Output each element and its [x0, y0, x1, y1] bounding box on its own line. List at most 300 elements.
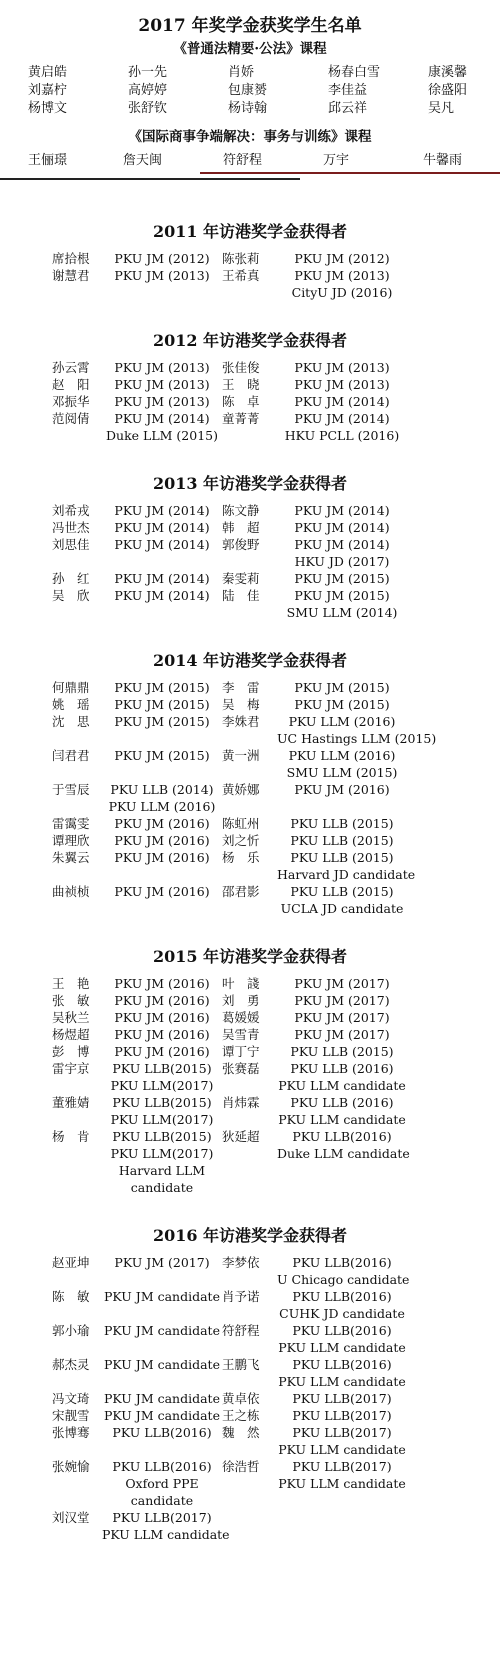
recipient-degree: PKU LLM candidate: [102, 1527, 230, 1542]
recipient-name: [52, 1526, 102, 1543]
recipient-name: 朱翼云: [52, 850, 90, 865]
recipient-degree: PKU LLB(2015): [112, 1129, 212, 1144]
recipient-row: [52, 798, 500, 815]
recipient-degree: PKU LLM (2016): [288, 714, 396, 729]
recipient-degree: PKU JM (2012): [294, 251, 390, 266]
recipient-row: [52, 1043, 500, 1060]
recipient-degree: Duke LLM candidate: [277, 1146, 410, 1161]
recipient-degree: PKU LLB(2016): [112, 1459, 212, 1474]
course1-student-name: 徐盛阳: [428, 83, 468, 98]
recipient-degree: PKU JM (2015): [294, 697, 390, 712]
recipient-name: [52, 866, 102, 883]
recipient-row: [52, 1271, 500, 1288]
recipient-name: 王鹏飞: [222, 1357, 260, 1372]
recipient-degree: PKU JM (2016): [114, 884, 210, 899]
recipient-name: 杨 乐: [222, 850, 260, 865]
course2-student-name: 詹天闽: [123, 153, 163, 168]
recipient-degree: [102, 1271, 222, 1288]
recipient-degree: PKU JM (2016): [114, 1044, 210, 1059]
recipient-name: [52, 1492, 102, 1509]
recipient-degree: PKU JM (2017): [294, 993, 390, 1008]
recipient-name: 黄一洲: [222, 748, 260, 763]
recipient-row: [52, 502, 500, 519]
recipient-name: [222, 1492, 277, 1509]
course2-student-name: 符舒程: [223, 153, 263, 168]
recipient-row: [52, 410, 500, 427]
recipient-name: [222, 1077, 277, 1094]
recipient-degree: [277, 1162, 407, 1179]
recipient-row: [52, 1305, 500, 1322]
recipient-row: [52, 1009, 500, 1026]
recipient-degree: PKU JM (2013): [114, 394, 210, 409]
recipient-degree: [277, 1509, 407, 1526]
recipient-row: [52, 1162, 500, 1179]
recipient-degree: PKU JM (2014): [114, 411, 210, 426]
recipient-degree: candidate: [130, 1180, 194, 1195]
recipient-row: [52, 747, 500, 764]
course2-name-row: [28, 150, 500, 172]
recipient-degree: PKU LLM candidate: [278, 1374, 406, 1389]
recipient-name: 葛媛媛: [222, 1010, 260, 1025]
recipient-name: [52, 604, 102, 621]
recipient-degree: PKU JM (2012): [114, 251, 210, 266]
recipient-row: [52, 1077, 500, 1094]
recipient-name: 李梦依: [222, 1255, 260, 1270]
recipient-degree: [102, 604, 222, 621]
recipient-name: 张赛磊: [222, 1061, 260, 1076]
recipient-degree: PKU JM (2016): [114, 993, 210, 1008]
recipient-degree: PKU JM (2017): [294, 1027, 390, 1042]
recipient-degree: PKU JM candidate: [104, 1357, 220, 1372]
recipient-degree: candidate: [130, 1493, 194, 1508]
recipient-name: 吴 梅: [222, 697, 260, 712]
recipient-degree: PKU LLB (2015): [290, 1044, 394, 1059]
recipient-name: [222, 866, 277, 883]
recipient-row: [52, 1492, 500, 1509]
recipient-name: 孙云霄: [52, 360, 90, 375]
recipient-degree: PKU LLM candidate: [278, 1078, 406, 1093]
recipient-name: [52, 553, 102, 570]
recipient-name: 范阅倩: [52, 411, 90, 426]
recipient-name: [52, 1111, 102, 1128]
recipient-name: [52, 284, 102, 301]
course2-title: 《国际商事争端解决：事务与训练》课程: [128, 129, 372, 145]
recipient-degree: PKU JM (2016): [114, 976, 210, 991]
recipient-row: [52, 1288, 500, 1305]
recipient-degree: [102, 284, 222, 301]
divider-lines: [0, 172, 500, 186]
recipient-degree: PKU JM (2014): [294, 394, 390, 409]
recipient-name: [222, 764, 277, 781]
recipient-degree: PKU JM candidate: [104, 1289, 220, 1304]
course1-name-grid: [28, 64, 500, 118]
recipient-name: 陈文静: [222, 503, 260, 518]
recipient-name: [52, 1475, 102, 1492]
recipient-name: [222, 1441, 277, 1458]
recipient-degree: PKU LLM candidate: [278, 1112, 406, 1127]
recipient-row: [52, 1475, 500, 1492]
recipient-degree: UCLA JD candidate: [280, 901, 404, 916]
recipient-degree: PKU JM candidate: [104, 1391, 220, 1406]
recipient-degree: PKU JM (2015): [294, 571, 390, 586]
recipient-name: 符舒程: [222, 1323, 260, 1338]
recipient-degree: HKU JD (2017): [294, 554, 390, 569]
recipient-degree: PKU LLB (2015): [290, 850, 394, 865]
recipient-name: 陈 卓: [222, 394, 260, 409]
recipient-degree: [102, 553, 222, 570]
recipient-name: [52, 1162, 102, 1179]
recipient-name: [222, 1339, 277, 1356]
recipient-name: 陈张莉: [222, 251, 260, 266]
recipient-name: 徐浩哲: [222, 1459, 260, 1474]
recipient-degree: PKU JM (2014): [114, 588, 210, 603]
recipient-degree: PKU JM (2017): [294, 976, 390, 991]
course1-student-name: 李佳益: [328, 83, 368, 98]
recipient-name: 黄娇娜: [222, 782, 260, 797]
recipient-name: 冯文琦: [52, 1391, 90, 1406]
recipient-name: 王 晓: [222, 377, 260, 392]
recipient-degree: PKU LLM (2016): [108, 799, 216, 814]
recipient-name: [52, 798, 102, 815]
recipient-degree: PKU JM candidate: [104, 1408, 220, 1423]
recipient-row: [52, 1526, 500, 1543]
recipient-degree: Harvard LLM: [118, 1163, 206, 1178]
section-title: 2011 年访港奖学金获得者: [152, 222, 348, 241]
recipient-degree: SMU LLM (2014): [286, 605, 398, 620]
recipient-degree: PKU LLM candidate: [278, 1340, 406, 1355]
recipient-row: [52, 587, 500, 604]
recipient-degree: PKU JM (2014): [114, 520, 210, 535]
recipient-degree: PKU JM (2013): [114, 268, 210, 283]
recipient-row: [52, 1179, 500, 1196]
recipient-name: 陆 佳: [222, 588, 260, 603]
recipient-degree: PKU JM (2013): [114, 360, 210, 375]
recipient-name: [222, 427, 277, 444]
course1-student-name: 高婷婷: [128, 83, 168, 98]
recipient-name: [52, 900, 102, 917]
course1-student-name: 康溪馨: [428, 65, 468, 80]
course1-student-name: 孙一先: [128, 65, 168, 80]
recipient-name: 谭理欣: [52, 833, 90, 848]
recipient-name: 刘汉堂: [52, 1510, 90, 1525]
recipient-name: [222, 284, 277, 301]
recipient-name: 雷宇京: [52, 1061, 90, 1076]
recipient-name: 刘之忻: [222, 833, 260, 848]
course2-student-name: 万宇: [323, 153, 350, 168]
recipient-row: [52, 1390, 500, 1407]
recipient-row: [52, 1111, 500, 1128]
recipient-name: 李 雷: [222, 680, 260, 695]
recipient-row: [52, 393, 500, 410]
recipient-degree: PKU LLB(2016): [112, 1425, 212, 1440]
recipient-name: 邓振华: [52, 394, 90, 409]
recipient-row: [52, 1407, 500, 1424]
recipient-row: [52, 975, 500, 992]
course2-student-name: 牛馨雨: [423, 153, 463, 168]
course1-student-name: 黄启皓: [28, 65, 68, 80]
course1-student-name: 包康赟: [228, 83, 268, 98]
recipient-degree: PKU LLB(2017): [292, 1391, 392, 1406]
recipient-name: [52, 730, 102, 747]
recipient-degree: PKU JM (2014): [114, 537, 210, 552]
recipient-degree: [102, 1441, 222, 1458]
page-title: 2017 年奖学金获奖学生名单: [138, 16, 362, 36]
recipient-name: [222, 1509, 277, 1526]
recipient-name: [222, 1305, 277, 1322]
recipient-row: [52, 900, 500, 917]
recipient-row: [52, 267, 500, 284]
recipient-degree: PKU JM (2016): [114, 833, 210, 848]
recipient-name: 陈虹州: [222, 816, 260, 831]
recipient-row: [52, 1509, 500, 1526]
recipient-name: [222, 730, 277, 747]
recipient-name: [52, 764, 102, 781]
recipient-name: [222, 900, 277, 917]
recipient-row: [52, 730, 500, 747]
recipient-name: 郭小瑜: [52, 1323, 90, 1338]
recipient-degree: PKU JM (2015): [114, 714, 210, 729]
recipient-row: [52, 1458, 500, 1475]
recipient-degree: PKU JM (2016): [114, 816, 210, 831]
recipient-degree: PKU LLB (2016): [290, 1061, 394, 1076]
recipient-row: [52, 1424, 500, 1441]
recipient-row: [52, 815, 500, 832]
recipient-name: 董雅婧: [52, 1095, 90, 1110]
recipient-name: 谢慧君: [52, 268, 90, 283]
recipient-degree: PKU LLB(2017): [112, 1510, 212, 1525]
recipient-name: [222, 553, 277, 570]
recipient-name: 张 敏: [52, 993, 90, 1008]
recipient-name: 叶 諓: [222, 976, 260, 991]
course1-student-name: 肖娇: [228, 65, 255, 80]
scholarship-section: [0, 472, 500, 621]
recipient-degree: PKU LLB(2017): [292, 1425, 392, 1440]
recipient-row: [52, 679, 500, 696]
recipient-name: 彭 博: [52, 1044, 90, 1059]
recipient-degree: PKU JM (2016): [294, 782, 390, 797]
recipient-name: 王希真: [222, 268, 260, 283]
recipient-degree: PKU LLB(2016): [292, 1129, 392, 1144]
recipient-name: 赵亚坤: [52, 1255, 90, 1270]
recipient-degree: PKU JM (2013): [294, 360, 390, 375]
recipient-row: [52, 764, 500, 781]
recipient-name: [52, 427, 102, 444]
recipient-row: [52, 696, 500, 713]
recipient-degree: PKU LLM(2017): [110, 1078, 214, 1093]
recipient-degree: PKU LLB(2015): [112, 1061, 212, 1076]
recipient-degree: PKU JM (2016): [114, 1010, 210, 1025]
recipient-degree: Duke LLM (2015): [106, 428, 218, 443]
recipient-degree: U Chicago candidate: [277, 1272, 410, 1287]
recipient-degree: [277, 1526, 407, 1543]
recipient-degree: [102, 1339, 222, 1356]
recipient-name: [52, 1339, 102, 1356]
recipient-degree: PKU LLB (2015): [290, 816, 394, 831]
recipient-name: 杨 肯: [52, 1129, 90, 1144]
recipient-row: [52, 1254, 500, 1271]
recipient-name: 谭丁宁: [222, 1044, 260, 1059]
recipient-degree: PKU LLB (2016): [290, 1095, 394, 1110]
recipient-name: [222, 1162, 277, 1179]
scholarship-section: [0, 649, 500, 917]
recipient-row: [52, 849, 500, 866]
recipient-name: 冯世杰: [52, 520, 90, 535]
recipient-degree: PKU LLB (2015): [290, 833, 394, 848]
recipient-degree: [277, 1492, 407, 1509]
recipient-row: [52, 1339, 500, 1356]
recipient-row: [52, 284, 500, 301]
recipient-row: [52, 866, 500, 883]
recipient-name: [222, 798, 277, 815]
recipient-name: 曲祯桢: [52, 884, 90, 899]
recipient-row: [52, 604, 500, 621]
course1-student-name: 杨诗翰: [228, 101, 268, 116]
recipient-name: 韩 超: [222, 520, 260, 535]
recipient-name: [222, 1373, 277, 1390]
recipient-row: [52, 427, 500, 444]
recipient-degree: [102, 900, 222, 917]
scholarship-section: [0, 945, 500, 1196]
recipient-degree: [277, 798, 407, 815]
recipient-row: [52, 832, 500, 849]
course1-student-name: 杨春白雪: [328, 65, 381, 80]
recipient-degree: PKU JM (2014): [294, 411, 390, 426]
recipient-row: [52, 781, 500, 798]
course1-student-name: 刘嘉柠: [28, 83, 68, 98]
section-title: 2014 年访港奖学金获得者: [152, 651, 348, 670]
recipient-name: [52, 1271, 102, 1288]
recipient-degree: Oxford PPE: [125, 1476, 199, 1491]
recipient-name: [222, 1179, 277, 1196]
recipient-degree: PKU LLB(2016): [292, 1255, 392, 1270]
recipient-degree: PKU LLB(2017): [292, 1459, 392, 1474]
recipient-name: [52, 1145, 102, 1162]
recipient-degree: [102, 730, 222, 747]
course1-student-name: 邱云祥: [328, 101, 368, 116]
recipient-row: [52, 1441, 500, 1458]
recipient-name: [222, 1111, 277, 1128]
recipient-row: [52, 1128, 500, 1145]
recipient-row: [52, 883, 500, 900]
recipient-name: [52, 1305, 102, 1322]
recipient-degree: PKU JM (2013): [294, 377, 390, 392]
recipient-row: [52, 1373, 500, 1390]
recipient-name: 魏 然: [222, 1425, 260, 1440]
course1-student-name: 吴凡: [428, 101, 455, 116]
recipient-name: 王之栋: [222, 1408, 260, 1423]
recipient-name: [222, 604, 277, 621]
recipient-name: 杨煜超: [52, 1027, 90, 1042]
recipient-degree: PKU JM (2016): [114, 1027, 210, 1042]
recipient-degree: [102, 764, 222, 781]
recipient-name: [52, 1373, 102, 1390]
recipient-degree: PKU JM candidate: [104, 1323, 220, 1338]
recipient-name: 陈 敏: [52, 1289, 90, 1304]
recipient-degree: PKU LLB(2016): [292, 1323, 392, 1338]
recipient-name: 沈 思: [52, 714, 90, 729]
recipient-name: 吴秋兰: [52, 1010, 90, 1025]
recipient-row: [52, 536, 500, 553]
recipient-name: [52, 1179, 102, 1196]
course1-student-name: 张舒钦: [128, 101, 168, 116]
recipient-degree: PKU JM (2016): [114, 850, 210, 865]
recipient-name: [222, 1475, 277, 1492]
recipient-row: [52, 1094, 500, 1111]
recipient-degree: CityU JD (2016): [291, 285, 393, 300]
recipient-degree: PKU JM (2017): [114, 1255, 210, 1270]
recipient-name: 秦雯莉: [222, 571, 260, 586]
recipient-degree: PKU LLM(2017): [110, 1146, 214, 1161]
sections-container: [0, 220, 500, 1543]
recipient-degree: [277, 1179, 407, 1196]
recipient-degree: PKU JM (2015): [114, 748, 210, 763]
recipient-degree: HKU PCLL (2016): [284, 428, 400, 443]
recipient-name: 刘 勇: [222, 993, 260, 1008]
recipient-name: 张博骞: [52, 1425, 90, 1440]
recipient-degree: PKU JM (2015): [294, 680, 390, 695]
recipient-row: [52, 992, 500, 1009]
section-title: 2013 年访港奖学金获得者: [152, 474, 348, 493]
recipient-name: 闫君君: [52, 748, 90, 763]
recipient-row: [52, 359, 500, 376]
recipient-name: 狄延超: [222, 1129, 260, 1144]
scholarship-section: [0, 220, 500, 301]
recipient-degree: PKU LLM candidate: [278, 1442, 406, 1457]
recipient-name: 吴 欣: [52, 588, 90, 603]
recipient-name: 李姝君: [222, 714, 260, 729]
recipient-name: 赵 阳: [52, 377, 90, 392]
recipient-row: [52, 1322, 500, 1339]
section-title: 2016 年访港奖学金获得者: [152, 1226, 348, 1245]
recipient-degree: PKU LLB (2015): [290, 884, 394, 899]
recipient-name: 黄卓依: [222, 1391, 260, 1406]
recipient-row: [52, 519, 500, 536]
recipient-name: [222, 1145, 277, 1162]
recipient-row: [52, 1026, 500, 1043]
recipient-degree: UC Hastings LLM (2015): [277, 731, 437, 746]
recipient-degree: PKU LLB(2016): [292, 1289, 392, 1304]
recipient-degree: PKU LLB(2016): [292, 1357, 392, 1372]
recipient-degree: PKU LLM candidate: [278, 1476, 406, 1491]
recipient-degree: PKU JM (2013): [114, 377, 210, 392]
recipient-row: [52, 250, 500, 267]
recipient-degree: PKU JM (2014): [114, 571, 210, 586]
scholarship-section: [0, 1224, 500, 1543]
recipient-degree: PKU LLB(2015): [112, 1095, 212, 1110]
recipient-degree: CUHK JD candidate: [279, 1306, 405, 1321]
recipient-row: [52, 570, 500, 587]
recipient-name: 雷霭雯: [52, 816, 90, 831]
section-title: 2012 年访港奖学金获得者: [152, 331, 348, 350]
recipient-name: [222, 1526, 277, 1543]
recipient-degree: PKU JM (2015): [114, 697, 210, 712]
recipient-degree: PKU LLB (2014): [110, 782, 214, 797]
recipient-name: 郝杰灵: [52, 1357, 90, 1372]
recipient-degree: PKU JM (2013): [294, 268, 390, 283]
recipient-row: [52, 553, 500, 570]
recipient-name: 刘希戎: [52, 503, 90, 518]
recipient-degree: PKU LLM(2017): [110, 1112, 214, 1127]
recipient-name: [52, 1077, 102, 1094]
recipient-name: 邵君影: [222, 884, 260, 899]
recipient-row: [52, 1145, 500, 1162]
recipient-name: 童菁菁: [222, 411, 260, 426]
course2-student-name: 王俪璟: [28, 153, 68, 168]
course1-title: 《普通法精要·公法》课程: [173, 41, 327, 57]
recipient-name: 孙 红: [52, 571, 90, 586]
recipient-name: 张佳俊: [222, 360, 260, 375]
scholarship-section: [0, 329, 500, 444]
